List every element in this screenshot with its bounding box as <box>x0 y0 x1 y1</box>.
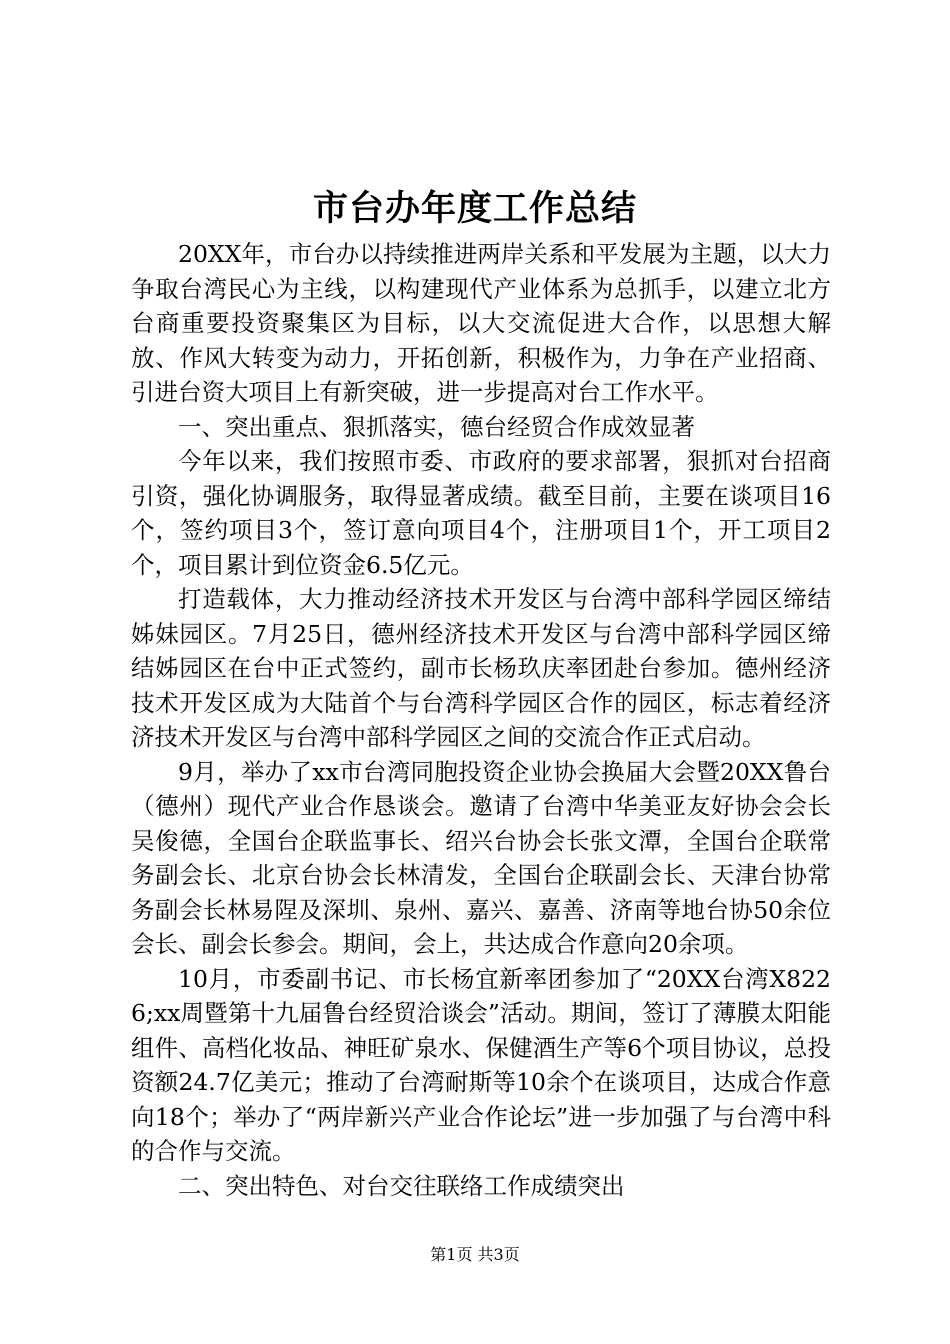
paragraph-october-event: 10月，市委副书记、市长杨宜新率团参加了“20XX台湾X8226;xx周暨第十九届鲁台经贸洽谈会”活动。期间，签订了薄膜太阳能组件、高档化妆品、神旺矿泉水、保健酒生产等6个项目协议，总投资额24.7亿美元；推动了台湾耐斯等10余个在谈项目，达成合作意向18个；举办了“两岸新兴产业合作论坛”进一步加强了与台湾中科的合作与交流。 <box>131 964 831 1165</box>
paragraph-sister-park: 打造载体，大力推动经济技术开发区与台湾中部科学园区缔结姊妹园区。7月25日，德州经济技术开发区与台湾中部科学园区缔结姊园区在台中正式签约，副市长杨玖庆率团赴台参加。德州经济技术开发区成为大陆首个与台湾科学园区合作的园区，标志着经济济技术开发区与台湾中部科学园区之间的交流合作正式启动。 <box>131 585 831 751</box>
document-body <box>131 237 831 1203</box>
section-heading-1: 一、突出重点、狠抓落实，德台经贸合作成效显著 <box>178 412 695 441</box>
paragraph-intro: 20XX年，市台办以持续推进两岸关系和平发展为主题，以大力争取台湾民心为主线，以构建现代产业体系为总抓手，以建立北方台商重要投资聚集区为目标，以大交流促进大合作，以思想大解放、作风大转变为动力，开拓创新，积极作为，力争在产业招商、引进台资大项目上有新突破，进一步提高对台工作水平。 <box>131 240 831 406</box>
paragraph-september-event: 9月，举办了xx市台湾同胞投资企业协会换届大会暨20XX鲁台（德州）现代产业合作恳谈会。邀请了台湾中华美亚友好协会会长吴俊德，全国台企联监事长、绍兴台协会长张文潭，全国台企联常务副会长、北京台协会长林清发，全国台企联副会长、天津台协常务副会长林易陧及深圳、泉州、嘉兴、嘉善、济南等地台协50余位会长、副会长参会。期间，会上，共达成合作意向20余项。 <box>131 757 831 958</box>
document-title: 市台办年度工作总结 <box>312 188 637 229</box>
section-heading-2: 二、突出特色、对台交往联络工作成绩突出 <box>178 1171 625 1200</box>
page-footer: 第1页 共3页 <box>430 1245 520 1264</box>
paragraph-investment-results: 今年以来，我们按照市委、市政府的要求部署，狠抓对台招商引资，强化协调服务，取得显著成绩。截至目前，主要在谈项目16个，签约项目3个，签订意向项目4个，注册项目1个，开工项目2个，项目累计到位资金6.5亿元。 <box>131 447 831 579</box>
